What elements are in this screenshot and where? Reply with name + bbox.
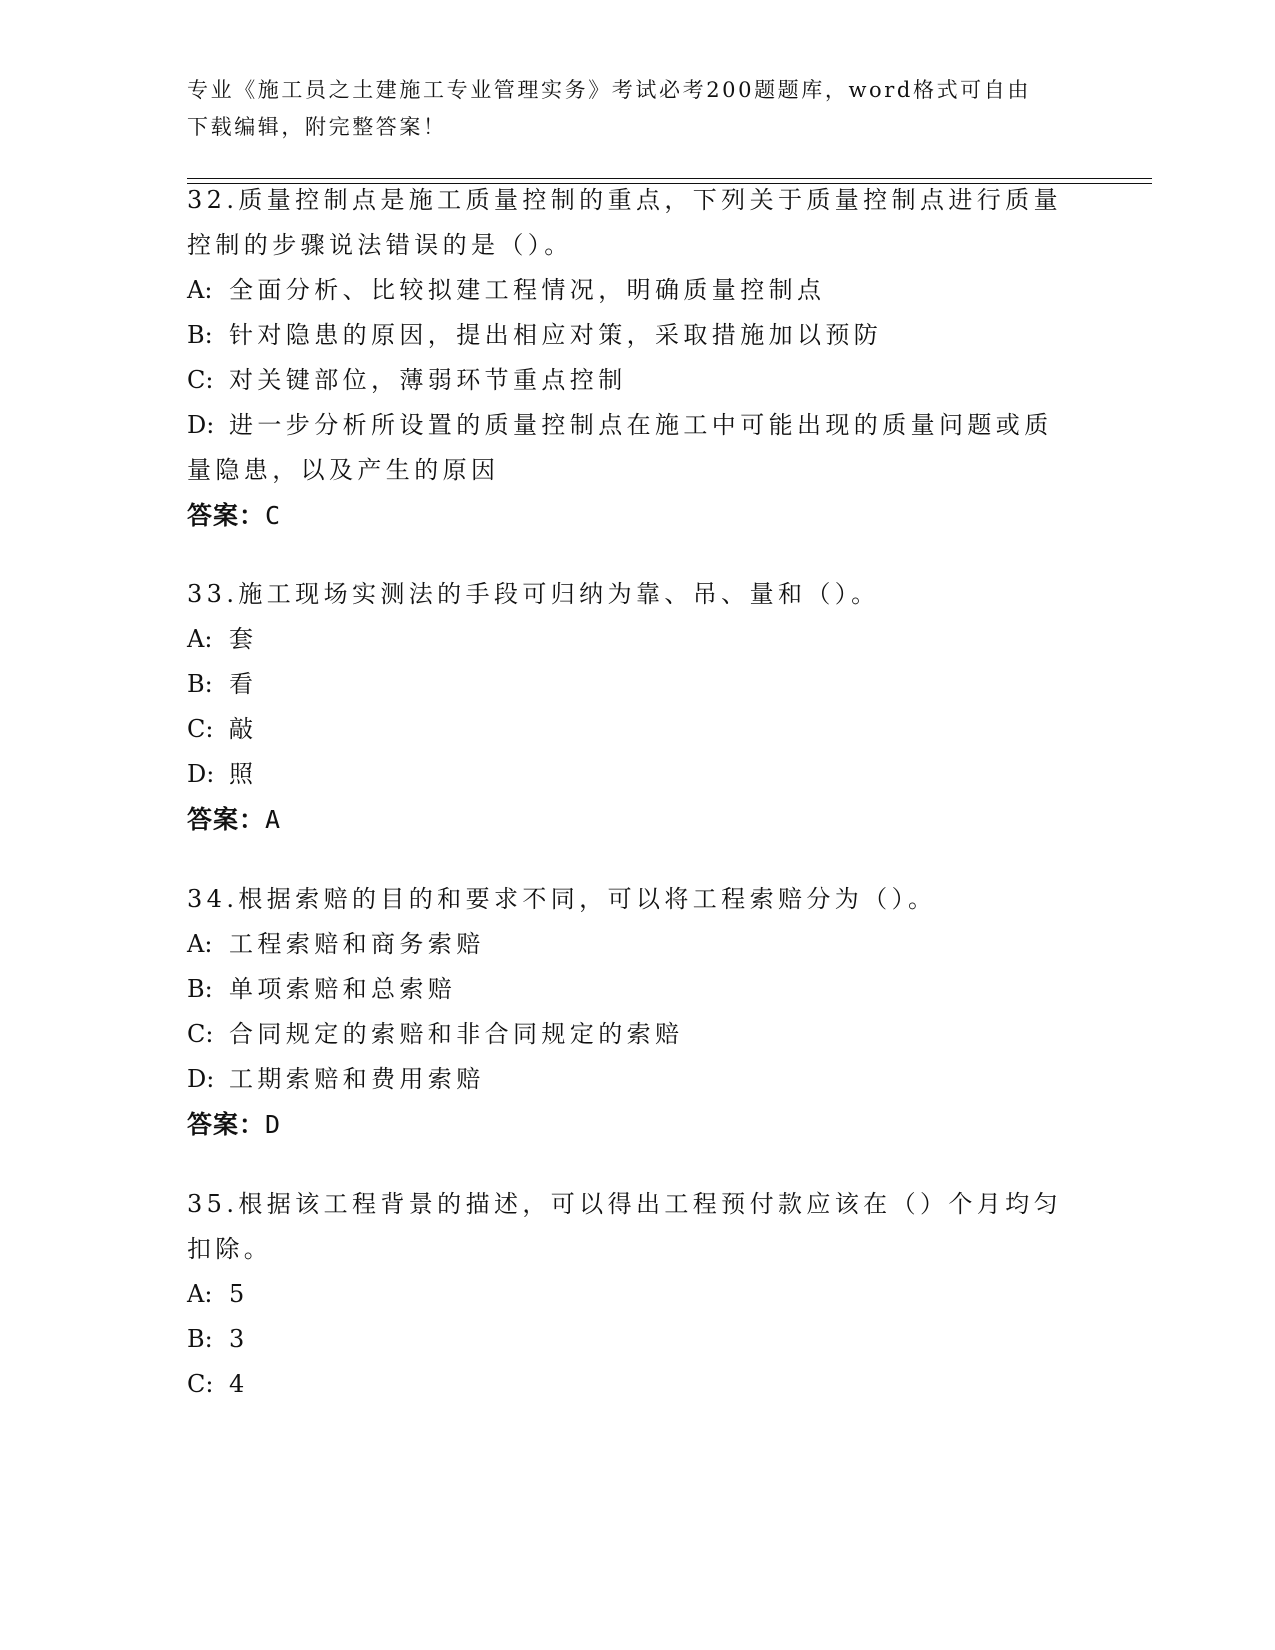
option-d <box>187 1057 1087 1102</box>
option-prefix: A: <box>187 276 213 304</box>
option-b <box>187 1317 1087 1362</box>
option-c <box>187 1362 1087 1407</box>
option-text: 5 <box>229 1280 249 1308</box>
option-prefix: D: <box>187 411 215 439</box>
option-b <box>187 313 1087 358</box>
option-text: 工程索赔和商务索赔 <box>229 930 485 958</box>
option-text: 照 <box>229 760 258 788</box>
option-prefix: B: <box>187 1325 213 1353</box>
answer-label: 答案： <box>187 501 266 530</box>
option-a <box>187 922 1087 967</box>
option-text: 单项索赔和总索赔 <box>229 975 457 1003</box>
question-35 <box>187 1182 1087 1407</box>
option-prefix: D: <box>187 760 215 788</box>
option-d <box>187 403 1087 448</box>
option-text: 套 <box>229 625 258 653</box>
option-prefix: A: <box>187 1280 213 1308</box>
option-text: 进一步分析所设置的质量控制点在施工中可能出现的质量问题或质 <box>229 411 1053 439</box>
option-prefix: C: <box>187 1020 214 1048</box>
question-text-line-1: 32.质量控制点是施工质量控制的重点，下列关于质量控制点进行质量 <box>187 186 1062 214</box>
header-line-1: 专业《施工员之土建施工专业管理实务》考试必考200题题库，word格式可自由 <box>187 78 1031 102</box>
option-prefix: A: <box>187 625 213 653</box>
option-text: 全面分析、比较拟建工程情况，明确质量控制点 <box>229 276 826 304</box>
option-a <box>187 1272 1087 1317</box>
answer-value: C <box>265 501 282 530</box>
answer-value: D <box>265 1110 282 1139</box>
option-text: 3 <box>229 1325 249 1353</box>
question-text-line-1: 33.施工现场实测法的手段可归纳为靠、吊、量和（）。 <box>187 580 880 608</box>
question-34 <box>187 877 1087 1147</box>
question-text-line-1: 34.根据索赔的目的和要求不同，可以将工程索赔分为（）。 <box>187 885 937 913</box>
option-c <box>187 707 1087 752</box>
option-prefix: A: <box>187 930 213 958</box>
option-c <box>187 1012 1087 1057</box>
option-d-continuation: 量隐患，以及产生的原因 <box>187 456 500 484</box>
option-c <box>187 358 1087 403</box>
answer-line <box>187 797 1087 842</box>
answer-line <box>187 1102 1087 1147</box>
option-b <box>187 662 1087 707</box>
option-prefix: B: <box>187 975 213 1003</box>
option-text: 看 <box>229 670 258 698</box>
option-prefix: B: <box>187 321 213 349</box>
option-text: 4 <box>229 1370 249 1398</box>
question-text-line-2: 控制的步骤说法错误的是（）。 <box>187 231 573 259</box>
option-prefix: D: <box>187 1065 215 1093</box>
option-prefix: C: <box>187 1370 214 1398</box>
question-text-line-2: 扣除。 <box>187 1235 273 1263</box>
option-text: 合同规定的索赔和非合同规定的索赔 <box>229 1020 684 1048</box>
document-header <box>187 72 1087 146</box>
option-a <box>187 617 1087 662</box>
header-line-2: 下载编辑，附完整答案！ <box>187 115 447 139</box>
option-text: 敲 <box>229 715 258 743</box>
answer-line <box>187 493 1087 538</box>
option-a <box>187 268 1087 313</box>
option-text: 工期索赔和费用索赔 <box>229 1065 485 1093</box>
option-prefix: C: <box>187 715 214 743</box>
answer-label: 答案： <box>187 805 266 834</box>
option-d <box>187 752 1087 797</box>
answer-label: 答案： <box>187 1110 266 1139</box>
question-33 <box>187 572 1087 842</box>
question-32 <box>187 178 1087 538</box>
option-prefix: B: <box>187 670 213 698</box>
option-prefix: C: <box>187 366 214 394</box>
option-text: 针对隐患的原因，提出相应对策，采取措施加以预防 <box>229 321 883 349</box>
answer-value: A <box>265 805 282 834</box>
question-text-line-1: 35.根据该工程背景的描述，可以得出工程预付款应该在（）个月均匀 <box>187 1190 1062 1218</box>
option-text: 对关键部位，薄弱环节重点控制 <box>229 366 627 394</box>
option-b <box>187 967 1087 1012</box>
